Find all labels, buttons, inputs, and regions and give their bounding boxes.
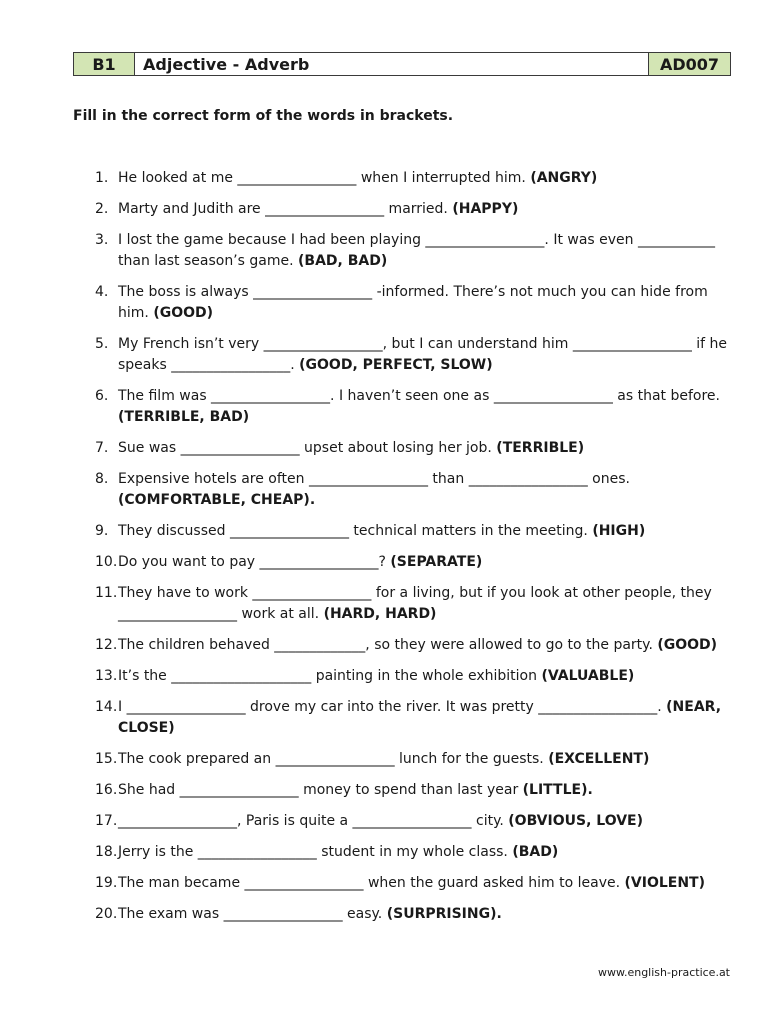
item-sentence: It’s the ____________________ painting in the whole exhibition <box>118 668 537 684</box>
instruction-text: Fill in the correct form of the words in brackets. <box>73 108 454 124</box>
exercise-item <box>95 168 735 189</box>
item-number: 6. <box>95 388 109 404</box>
worksheet-code: AD007 <box>649 53 730 75</box>
item-number: 19. <box>95 875 118 891</box>
item-text <box>118 904 735 925</box>
item-text <box>118 749 735 770</box>
exercise-item <box>95 199 735 220</box>
item-sentence: The man became _________________ when the guard asked him to leave. <box>118 875 621 891</box>
item-hint: (ANGRY) <box>530 170 598 186</box>
item-number: 9. <box>95 523 109 539</box>
exercise-item <box>95 230 735 272</box>
item-number: 12. <box>95 637 118 653</box>
item-sentence: Sue was _________________ upset about losing her job. <box>118 440 492 456</box>
item-hint: (HAPPY) <box>452 201 519 217</box>
item-hint: (LITTLE). <box>522 782 593 798</box>
item-number: 13. <box>95 668 118 684</box>
item-number: 2. <box>95 201 109 217</box>
item-text <box>118 552 735 573</box>
item-number: 14. <box>95 699 118 715</box>
item-sentence: She had _________________ money to spend than last year <box>118 782 519 798</box>
item-sentence: Do you want to pay _________________? <box>118 554 386 570</box>
level-badge: B1 <box>74 53 135 75</box>
item-sentence: Expensive hotels are often _________________ than _________________ ones. <box>118 471 630 487</box>
item-text <box>118 438 735 459</box>
item-hint: (HARD, HARD) <box>323 606 437 622</box>
item-hint: (TERRIBLE) <box>496 440 585 456</box>
item-sentence: The cook prepared an _________________ lunch for the guests. <box>118 751 544 767</box>
worksheet-title: Adjective - Adverb <box>135 53 649 75</box>
item-hint: (COMFORTABLE, CHEAP). <box>118 492 316 508</box>
item-hint: (GOOD, PERFECT, SLOW) <box>299 357 493 373</box>
item-sentence: They have to work _________________ for a living, but if you look at other people, they _________________ work at all. <box>118 585 712 622</box>
item-sentence: The boss is always _________________ -informed. There’s not much you can hide from him. <box>118 284 708 321</box>
item-sentence: The exam was _________________ easy. <box>118 906 383 922</box>
exercise-item <box>95 780 735 801</box>
item-hint: (BAD, BAD) <box>298 253 388 269</box>
item-hint: (TERRIBLE, BAD) <box>118 409 250 425</box>
item-sentence: I _________________ drove my car into the river. It was pretty _________________. <box>118 699 662 715</box>
item-text <box>118 469 735 511</box>
item-number: 16. <box>95 782 118 798</box>
item-text <box>118 666 735 687</box>
exercise-item <box>95 438 735 459</box>
item-sentence: My French isn’t very _________________, but I can understand him _________________ if he speaks _________________. <box>118 336 728 373</box>
item-text <box>118 334 735 376</box>
exercise-item <box>95 873 735 894</box>
exercise-item <box>95 334 735 376</box>
item-number: 5. <box>95 336 109 352</box>
item-number: 20. <box>95 906 118 922</box>
item-number: 4. <box>95 284 109 300</box>
item-text <box>118 635 735 656</box>
exercise-item <box>95 552 735 573</box>
item-text <box>118 230 735 272</box>
item-text <box>118 842 735 863</box>
item-number: 15. <box>95 751 118 767</box>
item-hint: (OBVIOUS, LOVE) <box>508 813 644 829</box>
item-sentence: They discussed _________________ technical matters in the meeting. <box>118 523 588 539</box>
exercise-item <box>95 811 735 832</box>
exercise-item <box>95 469 735 511</box>
item-sentence: Jerry is the _________________ student in my whole class. <box>118 844 508 860</box>
item-sentence: The children behaved _____________, so they were allowed to go to the party. <box>118 637 653 653</box>
item-hint: (HIGH) <box>592 523 646 539</box>
item-number: 7. <box>95 440 109 456</box>
item-sentence: I lost the game because I had been playing _________________. It was even ___________ than last season’s game. <box>118 232 715 269</box>
item-number: 17. <box>95 813 118 829</box>
item-number: 3. <box>95 232 109 248</box>
item-sentence: _________________, Paris is quite a _________________ city. <box>118 813 504 829</box>
item-text <box>118 282 735 324</box>
item-sentence: The film was _________________. I haven’t seen one as _________________ as that before. <box>118 388 720 404</box>
item-number: 8. <box>95 471 109 487</box>
item-sentence: He looked at me _________________ when I interrupted him. <box>118 170 526 186</box>
exercise-item <box>95 282 735 324</box>
exercise-item <box>95 583 735 625</box>
item-text <box>118 811 735 832</box>
exercise-item <box>95 635 735 656</box>
item-sentence: Marty and Judith are _________________ married. <box>118 201 448 217</box>
exercise-item <box>95 749 735 770</box>
item-text <box>118 199 735 220</box>
item-hint: (SURPRISING). <box>386 906 502 922</box>
exercise-item <box>95 842 735 863</box>
footer-url: www.english-practice.at <box>597 966 730 979</box>
item-text <box>118 873 735 894</box>
item-text <box>118 386 735 428</box>
exercise-item <box>95 666 735 687</box>
item-hint: (GOOD) <box>657 637 718 653</box>
item-number: 18. <box>95 844 118 860</box>
item-hint: (NEAR, CLOSE) <box>118 699 722 736</box>
item-hint: (VALUABLE) <box>541 668 635 684</box>
item-hint: (EXCELLENT) <box>548 751 650 767</box>
item-number: 11. <box>95 585 118 601</box>
worksheet-header <box>73 52 731 76</box>
exercise-item <box>95 697 735 739</box>
item-hint: (GOOD) <box>153 305 214 321</box>
exercise-list <box>95 168 735 925</box>
item-text <box>118 521 735 542</box>
item-hint: (VIOLENT) <box>624 875 705 891</box>
exercise-item <box>95 521 735 542</box>
item-hint: (SEPARATE) <box>390 554 483 570</box>
item-number: 10. <box>95 554 118 570</box>
item-hint: (BAD) <box>512 844 559 860</box>
exercise-item <box>95 386 735 428</box>
exercise-item <box>95 904 735 925</box>
item-text <box>118 780 735 801</box>
item-number: 1. <box>95 170 109 186</box>
item-text <box>118 168 735 189</box>
item-text <box>118 697 735 739</box>
item-text <box>118 583 735 625</box>
